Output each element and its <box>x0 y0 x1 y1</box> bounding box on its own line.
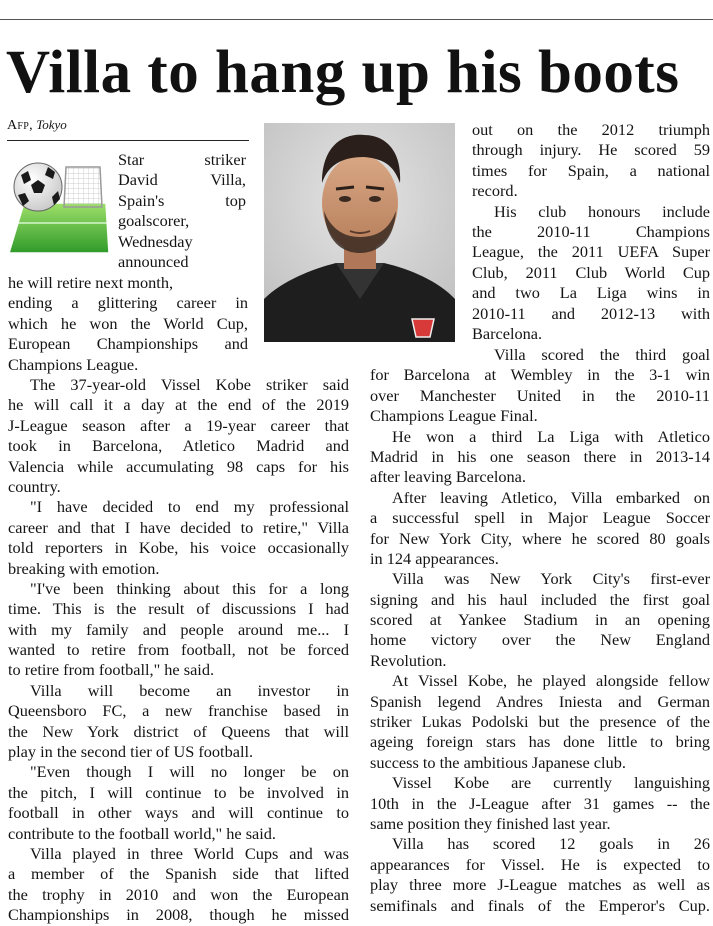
article-line: Wednesday <box>118 231 193 251</box>
article-line: "I've been thinking about this for a long <box>30 578 349 598</box>
article-line: striker Lukas Podolski but the presence of the <box>370 712 710 732</box>
article-line: record. <box>472 181 518 201</box>
article-line: wanted to retire from football, not be forced <box>8 640 349 660</box>
article-line: the 2010-11 Champions <box>472 221 710 241</box>
article-line: in 124 appearances. <box>370 548 499 568</box>
article-line: After leaving Atletico, Villa embarked on <box>392 487 710 507</box>
article-line: He won a third La Liga with Atletico <box>392 426 710 446</box>
article-line: he will retire next month, <box>8 273 174 292</box>
article-line: Villa will become an investor in <box>30 680 349 700</box>
article-line: semifinals and finals of the Emperor's Cup. <box>370 895 710 915</box>
article-line: Spanish legend Andres Iniesta and German <box>370 691 710 711</box>
article-line: for New York City, where he scored 80 goals <box>370 528 710 548</box>
column-2-body <box>370 345 710 916</box>
article-line: signing and his haul included the first goal <box>370 589 710 609</box>
article-line: a member of the Spanish side that lifted <box>8 864 349 884</box>
article-line: to retire from football," he said. <box>8 660 215 680</box>
byline-location: Tokyo <box>36 117 67 132</box>
article-line: Villa scored the third goal <box>494 345 710 364</box>
player-photo <box>264 123 455 342</box>
article-line: appearances for Vissel. He is expected to <box>370 854 710 874</box>
article-line: David Villa, <box>118 170 246 190</box>
football-goal-icon <box>8 153 110 259</box>
article-line: breaking with emotion. <box>8 558 160 578</box>
byline-agency: Afp, <box>7 118 33 133</box>
article-line: Club, 2011 Club World Cup <box>472 262 710 282</box>
article-line: ageing foreign stars has done little to bring <box>370 732 710 752</box>
article-line: with my family and people around me... I <box>8 619 349 639</box>
article-line: play three more J-League matches as well as <box>370 875 710 895</box>
article-line: "Even though I will no longer be on <box>30 762 349 782</box>
article-line: Villa played in three World Cups and was <box>30 843 349 863</box>
headline: Villa to hang up his boots <box>6 39 680 106</box>
article-line: His club honours include <box>494 201 710 221</box>
article-line: play in the second tier of US football. <box>8 742 254 762</box>
article-line: time. This is the result of discussions I had <box>8 599 349 619</box>
article-line: League, the 2011 UEFA Super <box>472 242 710 262</box>
article-line: Spain's top <box>118 190 246 210</box>
article-line: 2010-11 and 2012-13 with <box>472 303 710 323</box>
article-line: scored at Yankee Stadium in an opening <box>370 610 710 630</box>
article-line: Queensboro FC, a new franchise based in <box>8 701 349 721</box>
article-line: out on the 2012 triumph <box>472 120 710 139</box>
byline <box>7 117 67 134</box>
article-line: Villa was New York City's first-ever <box>392 569 710 589</box>
article-line: European Championships and <box>8 334 248 354</box>
article-line: he will call it a day at the end of the 2019 <box>8 395 349 415</box>
column-2-top-text <box>472 120 710 344</box>
article-line: 10th in the J-League after 31 games -- the <box>370 793 710 813</box>
article-line: Madrid in his one season there in 2013-14 <box>370 446 710 466</box>
article-line: Star striker <box>118 150 246 169</box>
article-line: goalscorer, <box>118 211 190 231</box>
byline-rule <box>7 140 249 141</box>
article-line: told reporters in Kobe, his voice occasionally <box>8 538 349 558</box>
article-line: times for Spain, a national <box>472 160 710 180</box>
article-line: success to the ambitious Japanese club. <box>370 752 626 772</box>
article-line: football in other ways and will continue to <box>8 803 349 823</box>
article-line: ending a glittering career in <box>8 293 248 313</box>
article-line: over Manchester United in the 2010-11 <box>370 385 710 405</box>
article-line: the pitch, I will continue to be involved in <box>8 782 349 802</box>
article-line: country. <box>8 476 61 496</box>
article-line: Valencia while accumulating 98 caps for his <box>8 456 349 476</box>
article-line: contribute to the football world," he said. <box>8 823 276 843</box>
article-line: after leaving Barcelona. <box>370 467 526 487</box>
article-line: career and that I have decided to retire," Villa <box>8 517 349 537</box>
article-line: through injury. He scored 59 <box>472 140 710 160</box>
article-line: which he won the World Cup, <box>8 313 248 333</box>
article-line: same position they finished last year. <box>370 813 611 833</box>
column-1-lead-text <box>118 150 246 272</box>
column-1-lead-continued <box>8 273 248 375</box>
article-line: took in Barcelona, Atletico Madrid and <box>8 436 349 456</box>
article-line: Barcelona. <box>472 323 543 343</box>
top-rule <box>0 19 713 20</box>
article-line: a successful spell in Major League Soccer <box>370 508 710 528</box>
article-line: Villa has scored 12 goals in 26 <box>392 834 710 854</box>
article-line: J-League season after a 19-year career that <box>8 415 349 435</box>
article-line: Champions League Final. <box>370 406 538 426</box>
article-line: the trophy in 2010 and won the European <box>8 884 349 904</box>
article-line: Champions League. <box>8 354 139 374</box>
article-line: The 37-year-old Vissel Kobe striker said <box>30 375 349 394</box>
article-line: Revolution. <box>370 650 447 670</box>
article-line: the New York district of Queens that will <box>8 721 349 741</box>
column-1-body <box>8 375 349 926</box>
article-line: At Vissel Kobe, he played alongside fellow <box>392 671 710 691</box>
article-line: and two La Liga wins in <box>472 283 710 303</box>
article-line: for Barcelona at Wembley in the 3-1 win <box>370 365 710 385</box>
article-line: Vissel Kobe are currently languishing <box>392 773 710 793</box>
article-line: home victory over the New England <box>370 630 710 650</box>
article-line: Championships in 2008, though he missed <box>8 905 349 925</box>
article-line: "I have decided to end my professional <box>30 497 349 517</box>
article-line: announced <box>118 251 189 271</box>
